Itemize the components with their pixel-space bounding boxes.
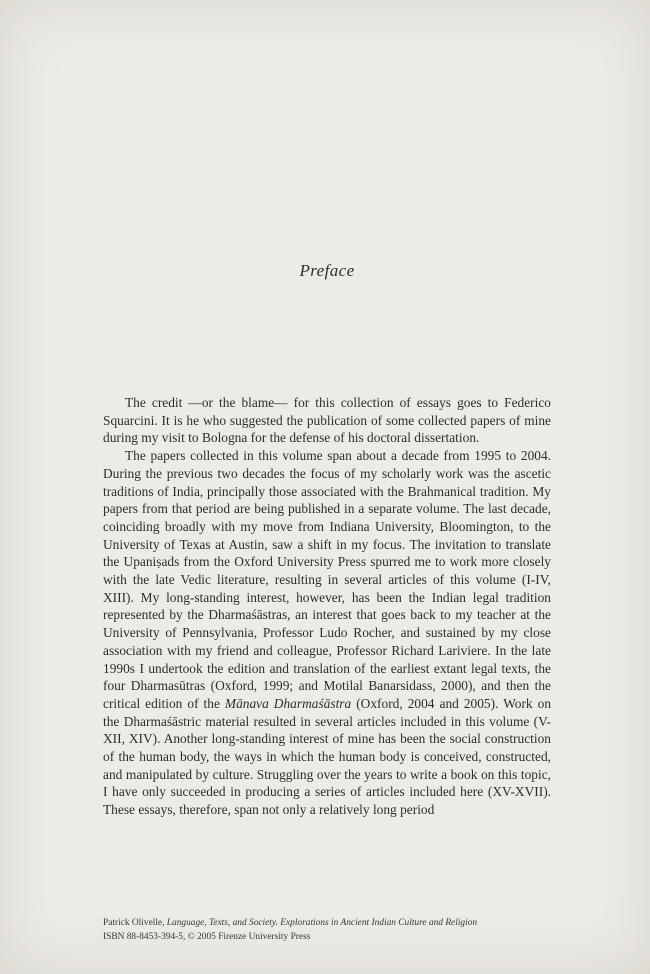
- page-title: Preface: [299, 261, 355, 280]
- paragraph-2: [103, 447, 551, 819]
- book-title-inline-italic: Mānava Dharmaśāstra: [224, 695, 352, 711]
- imprint-footer: [103, 917, 583, 944]
- imprint-book-title: Language, Texts, and Society. Explorations in Ancient Indian Culture and Religion: [166, 918, 478, 928]
- body-text: [103, 394, 551, 819]
- paragraph-2-text-b: (Oxford, 2004 and 2005). Work on the Dharmaśāstric material resulted in several articles included in this volume (V-XII, XIV). Another long-standing interest of mine has been the social construction of the human body, the ways in which the human body is conceived, constructed, and manipulated by culture. Struggling over the years to write a book on this topic, I have only succeeded in producing a series of articles included here (XV-XVII). These essays, therefore, span not only a relatively long period: [103, 695, 552, 818]
- imprint-author: Patrick Olivelle,: [103, 918, 167, 928]
- imprint-line-2: ISBN 88-8453-394-5, © 2005 Firenze University Press: [103, 931, 311, 942]
- paragraph-1: The credit —or the blame— for this collection of essays goes to Federico Squarcini. It is he who suggested the publication of some collected papers of mine during my visit to Bologna for the defense of his doctoral dissertation.: [103, 395, 551, 446]
- imprint-line-1: [103, 917, 583, 931]
- paragraph-2-text-a: The papers collected in this volume span about a decade from 1995 to 2004. During the previous two decades the focus of my scholarly work was the ascetic traditions of India, principally those associated with the Brahmanical tradition. My papers from that period are being published in a separate volume. The last decade, coinciding broadly with my move from Indiana University, Bloomington, to the University of Texas at Austin, saw a shift in my focus. The invitation to translate the Upaniṣads from the Oxford University Press spurred me to work more closely with the late Vedic literature, resulting in several articles of this volume (I-IV, XIII). My long-standing interest, however, has been the Indian legal tradition represented by the Dharmaśāstras, an interest that goes back to my teacher at the University of Pennsylvania, Professor Ludo Rocher, and sustained by my close association with my friend and colleague, Professor Richard Lariviere. In the late 1990s I undertook the edition and translation of the earliest extant legal texts, the four Dharmasūtras (Oxford, 1999; and Motilal Banarsidass, 2000), and then the critical edition of the: [103, 448, 551, 711]
